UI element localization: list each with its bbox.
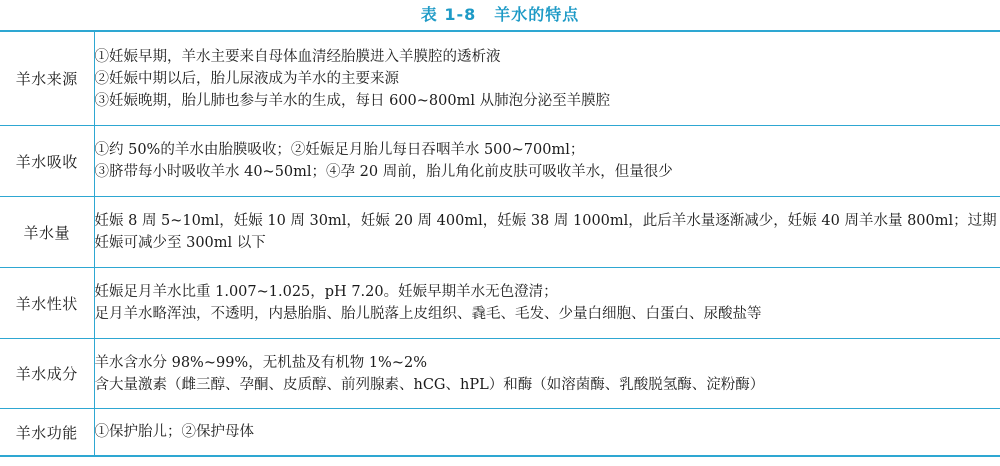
row-label-absorption: 羊水吸收 xyxy=(0,126,94,197)
row-content-volume xyxy=(94,197,1000,268)
row-content-absorption xyxy=(94,126,1000,197)
table-row xyxy=(0,31,1000,126)
content-line: ③妊娠晚期，胎儿肺也参与羊水的生成，每日 600~800ml 从肺泡分泌至羊膜腔 xyxy=(94,92,611,109)
table-row xyxy=(0,268,1000,339)
amniotic-fluid-table xyxy=(0,30,1000,457)
row-content-source xyxy=(94,31,1000,126)
content-line: 妊娠 8 周 5~10ml，妊娠 10 周 30ml，妊娠 20 周 400ml，妊娠 38 周 1000ml，此后羊水量逐渐减少，妊娠 40 周羊水量 800ml；过期妊娠可减少至 300ml 以下 xyxy=(94,213,997,251)
table-caption xyxy=(0,0,1000,30)
content-line: ①妊娠早期，羊水主要来自母体血清经胎膜进入羊膜腔的透析液 xyxy=(94,48,501,65)
content-line: 含大量激素（雌三醇、孕酮、皮质醇、前列腺素、hCG、hPL）和酶（如溶菌酶、乳酸脱氢酶、淀粉酶） xyxy=(94,376,765,393)
content-line: 足月羊水略浑浊，不透明，内悬胎脂、胎儿脱落上皮组织、毳毛、毛发、少量白细胞、白蛋白、尿酸盐等 xyxy=(94,306,762,322)
table-row xyxy=(0,197,1000,268)
content-line: ①约 50%的羊水由胎膜吸收；②妊娠足月胎儿每日吞咽羊水 500~700ml； xyxy=(94,142,585,158)
table-row xyxy=(0,409,1000,457)
table-number: 表 1-8 xyxy=(420,5,477,24)
content-line: ①保护胎儿；②保护母体 xyxy=(94,424,254,440)
row-content-composition xyxy=(94,339,1000,409)
content-line: ③脐带每小时吸收羊水 40~50ml；④孕 20 周前，胎儿角化前皮肤可吸收羊水，但量很少 xyxy=(94,164,673,180)
row-content-function xyxy=(94,409,1000,457)
row-label-composition: 羊水成分 xyxy=(0,339,94,409)
row-label-properties: 羊水性状 xyxy=(0,268,94,339)
row-content-properties xyxy=(94,268,1000,339)
row-label-volume: 羊水量 xyxy=(0,197,94,268)
content-line: ②妊娠中期以后，胎儿尿液成为羊水的主要来源 xyxy=(94,70,399,87)
table-row xyxy=(0,126,1000,197)
content-line: 妊娠足月羊水比重 1.007~1.025，pH 7.20。妊娠早期羊水无色澄清； xyxy=(94,284,558,300)
table-title: 羊水的特点 xyxy=(494,5,580,24)
table-row xyxy=(0,339,1000,409)
row-label-source: 羊水来源 xyxy=(0,31,94,126)
row-label-function: 羊水功能 xyxy=(0,409,94,457)
content-line: 羊水含水分 98%~99%，无机盐及有机物 1%~2% xyxy=(94,354,427,371)
